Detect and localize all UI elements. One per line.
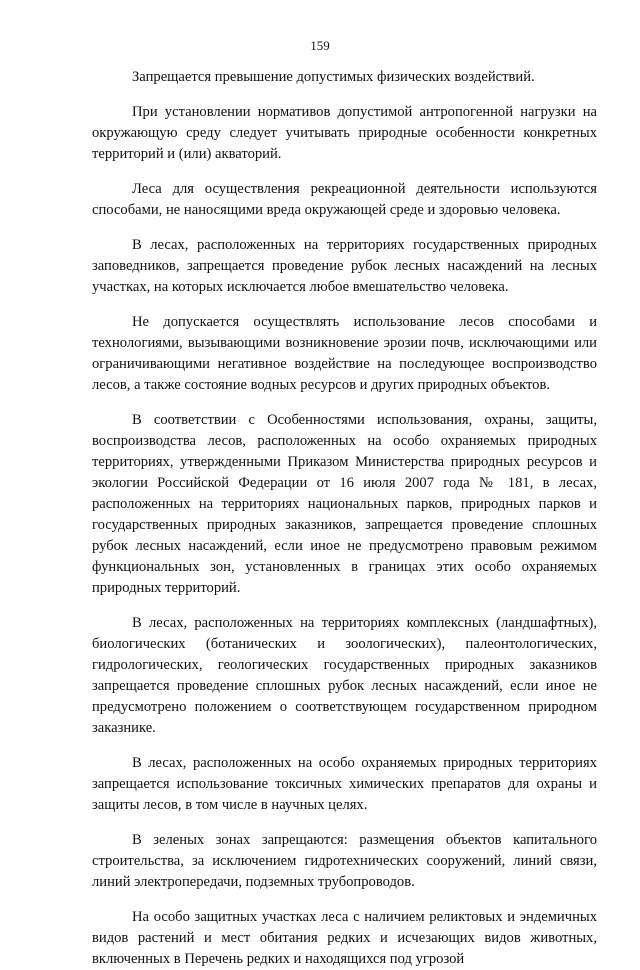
paragraph: При установлении нормативов допустимой антропогенной нагрузки на окружающую среду следует учитывать природные особенности конкретных территорий и (или) акваторий. bbox=[92, 104, 597, 162]
document-body bbox=[92, 67, 597, 970]
paragraph: В лесах, расположенных на особо охраняемых природных территориях запрещается использование токсичных химических препаратов для охраны и защиты лесов, в том числе в научных целях. bbox=[92, 755, 597, 813]
paragraph: В лесах, расположенных на территориях комплексных (ландшафтных), биологических (ботанических и зоологических), палеонтологических, гидрологических, геологических государственных природных заказников запрещается проведение сплошных рубок лесных насаждений, если иное не предусмотрено положением о соответствующем государственном природном заказнике. bbox=[92, 615, 597, 736]
paragraph: Запрещается превышение допустимых физических воздействий. bbox=[132, 69, 535, 85]
paragraph: На особо защитных участках леса с наличием реликтовых и эндемичных видов растений и мест обитания редких и исчезающих видов животных, включенных в Перечень редких и находящихся под угрозой bbox=[92, 909, 597, 967]
paragraph: Не допускается осуществлять использование лесов способами и технологиями, вызывающими возникновение эрозии почв, исключающими или ограничивающими негативное воздействие на последующее воспроизводство лесов, а также состояние водных ресурсов и других природных объектов. bbox=[92, 314, 597, 393]
paragraph: В зеленых зонах запрещаются: размещения объектов капитального строительства, за исключением гидротехнических сооружений, линий связи, линий электропередачи, подземных трубопроводов. bbox=[92, 832, 597, 890]
paragraph: Леса для осуществления рекреационной деятельности используются способами, не наносящими вреда окружающей среде и здоровью человека. bbox=[92, 181, 597, 218]
page-number: 159 bbox=[310, 38, 330, 53]
paragraph: В лесах, расположенных на территориях государственных природных заповедников, запрещается проведение рубок лесных насаждений на лесных участках, на которых исключается любое вмешательство человека. bbox=[92, 237, 597, 295]
paragraph: В соответствии с Особенностями использования, охраны, защиты, воспроизводства лесов, расположенных на особо охраняемых природных территориях, утвержденными Приказом Министерства природных ресурсов и экологии Российской Федерации от 16 июля 2007 года № 181, в лесах, расположенных на территориях национальных парков, природных парков и государственных природных заказников, запрещается проведение сплошных рубок лесных насаждений, если иное не предусмотрено правовым режимом функциональных зон, установленных в границах этих особо охраняемых природных территорий. bbox=[92, 412, 597, 596]
